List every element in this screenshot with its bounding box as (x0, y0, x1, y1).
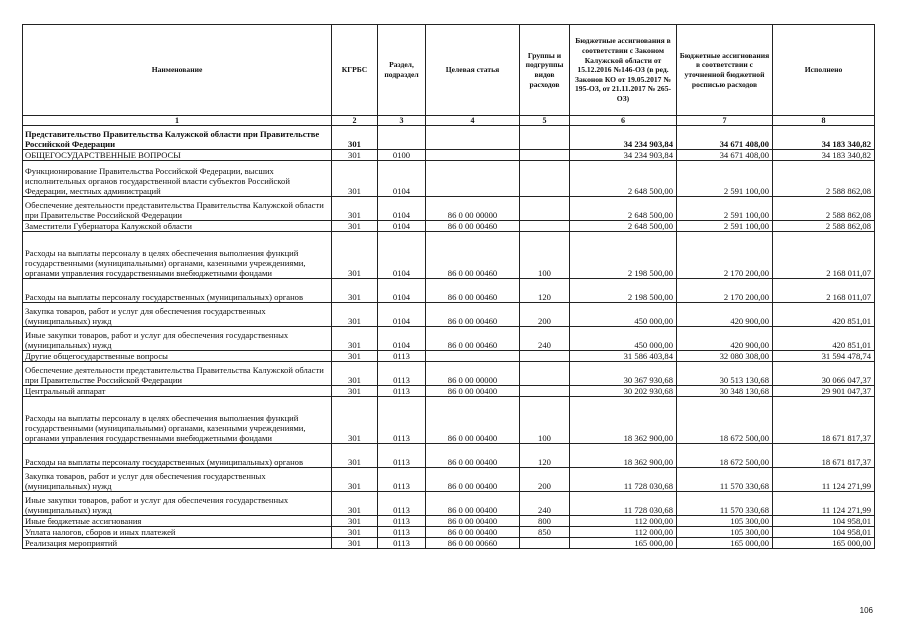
cell-csr: 86 0 00 00460 (426, 327, 520, 351)
cell-executed: 29 901 047,37 (773, 386, 875, 397)
cell-budget: 2 198 500,00 (570, 232, 677, 279)
table-row (23, 327, 875, 351)
table-row (23, 444, 875, 468)
cell-executed: 34 183 340,82 (773, 150, 875, 161)
cell-vr: 200 (520, 303, 570, 327)
cell-csr: 86 0 00 00400 (426, 386, 520, 397)
cell-vr: 100 (520, 397, 570, 444)
cell-razdel (378, 126, 426, 150)
cell-executed: 420 851,01 (773, 303, 875, 327)
table-row (23, 492, 875, 516)
column-number: 1 (23, 116, 332, 126)
cell-csr: 86 0 00 00460 (426, 221, 520, 232)
cell-budget: 30 202 930,68 (570, 386, 677, 397)
cell-kgrbs: 301 (332, 397, 378, 444)
cell-executed: 18 671 817,37 (773, 444, 875, 468)
cell-executed: 30 066 047,37 (773, 362, 875, 386)
column-number-row (23, 116, 875, 126)
cell-executed: 2 168 011,07 (773, 279, 875, 303)
cell-refined: 11 570 330,68 (677, 492, 773, 516)
cell-refined: 2 591 100,00 (677, 197, 773, 221)
cell-vr (520, 126, 570, 150)
cell-budget: 2 198 500,00 (570, 279, 677, 303)
table-row (23, 527, 875, 538)
cell-kgrbs: 301 (332, 150, 378, 161)
cell-vr (520, 150, 570, 161)
header-razdel: Раздел, подраздел (378, 25, 426, 116)
table-row (23, 538, 875, 549)
cell-kgrbs: 301 (332, 232, 378, 279)
cell-refined: 420 900,00 (677, 303, 773, 327)
cell-kgrbs: 301 (332, 492, 378, 516)
cell-kgrbs: 301 (332, 161, 378, 197)
cell-vr: 800 (520, 516, 570, 527)
cell-budget: 2 648 500,00 (570, 161, 677, 197)
cell-kgrbs: 301 (332, 468, 378, 492)
cell-name: Обеспечение деятельности представительства Правительства Калужской области при Правительстве Российской Федерации (23, 197, 332, 221)
cell-name: Расходы на выплаты персоналу в целях обеспечения выполнения функций государственными (муниципальными) органами, казенными учреждениями, органами управления государственными внебюджетными фондами (23, 232, 332, 279)
cell-razdel: 0113 (378, 468, 426, 492)
cell-kgrbs: 301 (332, 126, 378, 150)
column-number: 2 (332, 116, 378, 126)
cell-kgrbs: 301 (332, 279, 378, 303)
column-number: 5 (520, 116, 570, 126)
cell-name: Заместители Губернатора Калужской области (23, 221, 332, 232)
cell-name: Иные закупки товаров, работ и услуг для обеспечения государственных (муниципальных) нужд (23, 327, 332, 351)
cell-executed: 11 124 271,99 (773, 492, 875, 516)
header-kgrbs: КГРБС (332, 25, 378, 116)
cell-csr: 86 0 00 00400 (426, 492, 520, 516)
table-row (23, 221, 875, 232)
cell-kgrbs: 301 (332, 327, 378, 351)
cell-refined: 2 591 100,00 (677, 221, 773, 232)
cell-name: Уплата налогов, сборов и иных платежей (23, 527, 332, 538)
cell-budget: 450 000,00 (570, 327, 677, 351)
cell-csr: 86 0 00 00460 (426, 232, 520, 279)
cell-executed: 18 671 817,37 (773, 397, 875, 444)
table-row (23, 161, 875, 197)
page-number: 106 (859, 606, 873, 615)
cell-csr: 86 0 00 00400 (426, 468, 520, 492)
cell-budget: 31 586 403,84 (570, 351, 677, 362)
cell-razdel: 0113 (378, 538, 426, 549)
cell-vr: 200 (520, 468, 570, 492)
cell-refined: 18 672 500,00 (677, 397, 773, 444)
cell-budget: 18 362 900,00 (570, 444, 677, 468)
cell-razdel: 0113 (378, 527, 426, 538)
cell-budget: 112 000,00 (570, 527, 677, 538)
cell-refined: 18 672 500,00 (677, 444, 773, 468)
table-row (23, 386, 875, 397)
cell-kgrbs: 301 (332, 386, 378, 397)
cell-csr (426, 351, 520, 362)
cell-refined: 11 570 330,68 (677, 468, 773, 492)
cell-budget: 165 000,00 (570, 538, 677, 549)
cell-csr: 86 0 00 00660 (426, 538, 520, 549)
cell-vr: 240 (520, 492, 570, 516)
cell-csr: 86 0 00 00000 (426, 197, 520, 221)
cell-name: Иные закупки товаров, работ и услуг для обеспечения государственных (муниципальных) нужд (23, 492, 332, 516)
header-name: Наименование (23, 25, 332, 116)
column-number: 7 (677, 116, 773, 126)
cell-vr (520, 386, 570, 397)
cell-csr: 86 0 00 00460 (426, 279, 520, 303)
cell-executed: 2 588 862,08 (773, 161, 875, 197)
cell-kgrbs: 301 (332, 444, 378, 468)
cell-executed: 34 183 340,82 (773, 126, 875, 150)
cell-executed: 104 958,01 (773, 516, 875, 527)
cell-vr (520, 221, 570, 232)
table-row (23, 279, 875, 303)
cell-csr (426, 150, 520, 161)
cell-razdel: 0113 (378, 444, 426, 468)
cell-kgrbs: 301 (332, 303, 378, 327)
cell-executed: 31 594 478,74 (773, 351, 875, 362)
table-row (23, 362, 875, 386)
header-budget: Бюджетные ассигнования в соответствии с Законом Калужской области от 15.12.2016 №146-ОЗ (в ред. Законов КО от 19.05.2017 № 195-ОЗ, от 21.11.2017 № 265-ОЗ) (570, 25, 677, 116)
cell-vr: 120 (520, 279, 570, 303)
cell-budget: 18 362 900,00 (570, 397, 677, 444)
table-row (23, 150, 875, 161)
cell-csr: 86 0 00 00400 (426, 527, 520, 538)
cell-kgrbs: 301 (332, 527, 378, 538)
cell-budget: 2 648 500,00 (570, 197, 677, 221)
column-number: 6 (570, 116, 677, 126)
cell-name: Расходы на выплаты персоналу государственных (муниципальных) органов (23, 279, 332, 303)
cell-executed: 11 124 271,99 (773, 468, 875, 492)
cell-razdel: 0113 (378, 492, 426, 516)
table-row (23, 351, 875, 362)
cell-name: Закупка товаров, работ и услуг для обеспечения государственных (муниципальных) нужд (23, 468, 332, 492)
cell-kgrbs: 301 (332, 516, 378, 527)
column-number: 3 (378, 116, 426, 126)
cell-vr (520, 351, 570, 362)
cell-kgrbs: 301 (332, 351, 378, 362)
cell-kgrbs: 301 (332, 362, 378, 386)
cell-csr: 86 0 00 00000 (426, 362, 520, 386)
cell-csr: 86 0 00 00460 (426, 303, 520, 327)
cell-razdel: 0104 (378, 303, 426, 327)
table-row (23, 468, 875, 492)
cell-razdel: 0113 (378, 516, 426, 527)
cell-name: Обеспечение деятельности представительства Правительства Калужской области при Правительстве Российской Федерации (23, 362, 332, 386)
cell-razdel: 0113 (378, 362, 426, 386)
cell-vr: 120 (520, 444, 570, 468)
cell-budget: 2 648 500,00 (570, 221, 677, 232)
cell-refined: 30 513 130,68 (677, 362, 773, 386)
cell-name: Расходы на выплаты персоналу в целях обеспечения выполнения функций государственными (муниципальными) органами, казенными учреждениями, органами управления государственными внебюджетными фондами (23, 397, 332, 444)
cell-vr (520, 161, 570, 197)
cell-budget: 34 234 903,84 (570, 150, 677, 161)
cell-razdel: 0113 (378, 351, 426, 362)
cell-name: Функционирование Правительства Российской Федерации, высших исполнительных органов государственной власти субъектов Российской Федерации, местных администраций (23, 161, 332, 197)
cell-vr: 850 (520, 527, 570, 538)
table-row (23, 232, 875, 279)
cell-razdel: 0113 (378, 386, 426, 397)
table-row (23, 303, 875, 327)
cell-csr: 86 0 00 00400 (426, 397, 520, 444)
cell-executed: 104 958,01 (773, 527, 875, 538)
cell-refined: 105 300,00 (677, 527, 773, 538)
cell-vr: 240 (520, 327, 570, 351)
cell-name: ОБЩЕГОСУДАРСТВЕННЫЕ ВОПРОСЫ (23, 150, 332, 161)
cell-kgrbs: 301 (332, 221, 378, 232)
cell-name: Центральный аппарат (23, 386, 332, 397)
cell-csr: 86 0 00 00400 (426, 516, 520, 527)
cell-razdel: 0100 (378, 150, 426, 161)
cell-budget: 11 728 030,68 (570, 468, 677, 492)
cell-kgrbs: 301 (332, 538, 378, 549)
cell-name: Реализация мероприятий (23, 538, 332, 549)
cell-name: Закупка товаров, работ и услуг для обеспечения государственных (муниципальных) нужд (23, 303, 332, 327)
cell-csr (426, 161, 520, 197)
header-csr: Целевая статья (426, 25, 520, 116)
cell-razdel: 0104 (378, 232, 426, 279)
cell-name: Другие общегосударственные вопросы (23, 351, 332, 362)
table-row (23, 516, 875, 527)
cell-razdel: 0104 (378, 161, 426, 197)
cell-executed: 2 588 862,08 (773, 221, 875, 232)
cell-razdel: 0113 (378, 397, 426, 444)
cell-refined: 165 000,00 (677, 538, 773, 549)
column-number: 4 (426, 116, 520, 126)
cell-razdel: 0104 (378, 221, 426, 232)
cell-razdel: 0104 (378, 197, 426, 221)
cell-executed: 420 851,01 (773, 327, 875, 351)
table-row (23, 397, 875, 444)
cell-refined: 2 591 100,00 (677, 161, 773, 197)
cell-budget: 30 367 930,68 (570, 362, 677, 386)
header-refined: Бюджетные ассигнования в соответствии с уточненной бюджетной росписью расходов (677, 25, 773, 116)
cell-razdel: 0104 (378, 327, 426, 351)
table-row (23, 126, 875, 150)
cell-refined: 420 900,00 (677, 327, 773, 351)
cell-budget: 11 728 030,68 (570, 492, 677, 516)
cell-budget: 34 234 903,84 (570, 126, 677, 150)
header-executed: Исполнено (773, 25, 875, 116)
table-row (23, 197, 875, 221)
cell-name: Расходы на выплаты персоналу государственных (муниципальных) органов (23, 444, 332, 468)
cell-vr: 100 (520, 232, 570, 279)
column-number: 8 (773, 116, 875, 126)
document-page (22, 24, 874, 549)
header-row (23, 25, 875, 116)
cell-kgrbs: 301 (332, 197, 378, 221)
cell-refined: 105 300,00 (677, 516, 773, 527)
cell-executed: 2 168 011,07 (773, 232, 875, 279)
cell-executed: 165 000,00 (773, 538, 875, 549)
cell-budget: 450 000,00 (570, 303, 677, 327)
header-vr: Группы и подгруппы видов расходов (520, 25, 570, 116)
cell-refined: 32 080 308,00 (677, 351, 773, 362)
cell-refined: 2 170 200,00 (677, 279, 773, 303)
cell-vr (520, 197, 570, 221)
cell-csr (426, 126, 520, 150)
cell-refined: 30 348 130,68 (677, 386, 773, 397)
cell-name: Представительство Правительства Калужской области при Правительстве Российской Федерации (23, 126, 332, 150)
cell-refined: 34 671 408,00 (677, 150, 773, 161)
cell-vr (520, 362, 570, 386)
cell-csr: 86 0 00 00400 (426, 444, 520, 468)
cell-vr (520, 538, 570, 549)
cell-name: Иные бюджетные ассигнования (23, 516, 332, 527)
cell-razdel: 0104 (378, 279, 426, 303)
budget-table (22, 24, 875, 549)
cell-refined: 2 170 200,00 (677, 232, 773, 279)
table-body (23, 126, 875, 549)
cell-refined: 34 671 408,00 (677, 126, 773, 150)
cell-executed: 2 588 862,08 (773, 197, 875, 221)
cell-budget: 112 000,00 (570, 516, 677, 527)
